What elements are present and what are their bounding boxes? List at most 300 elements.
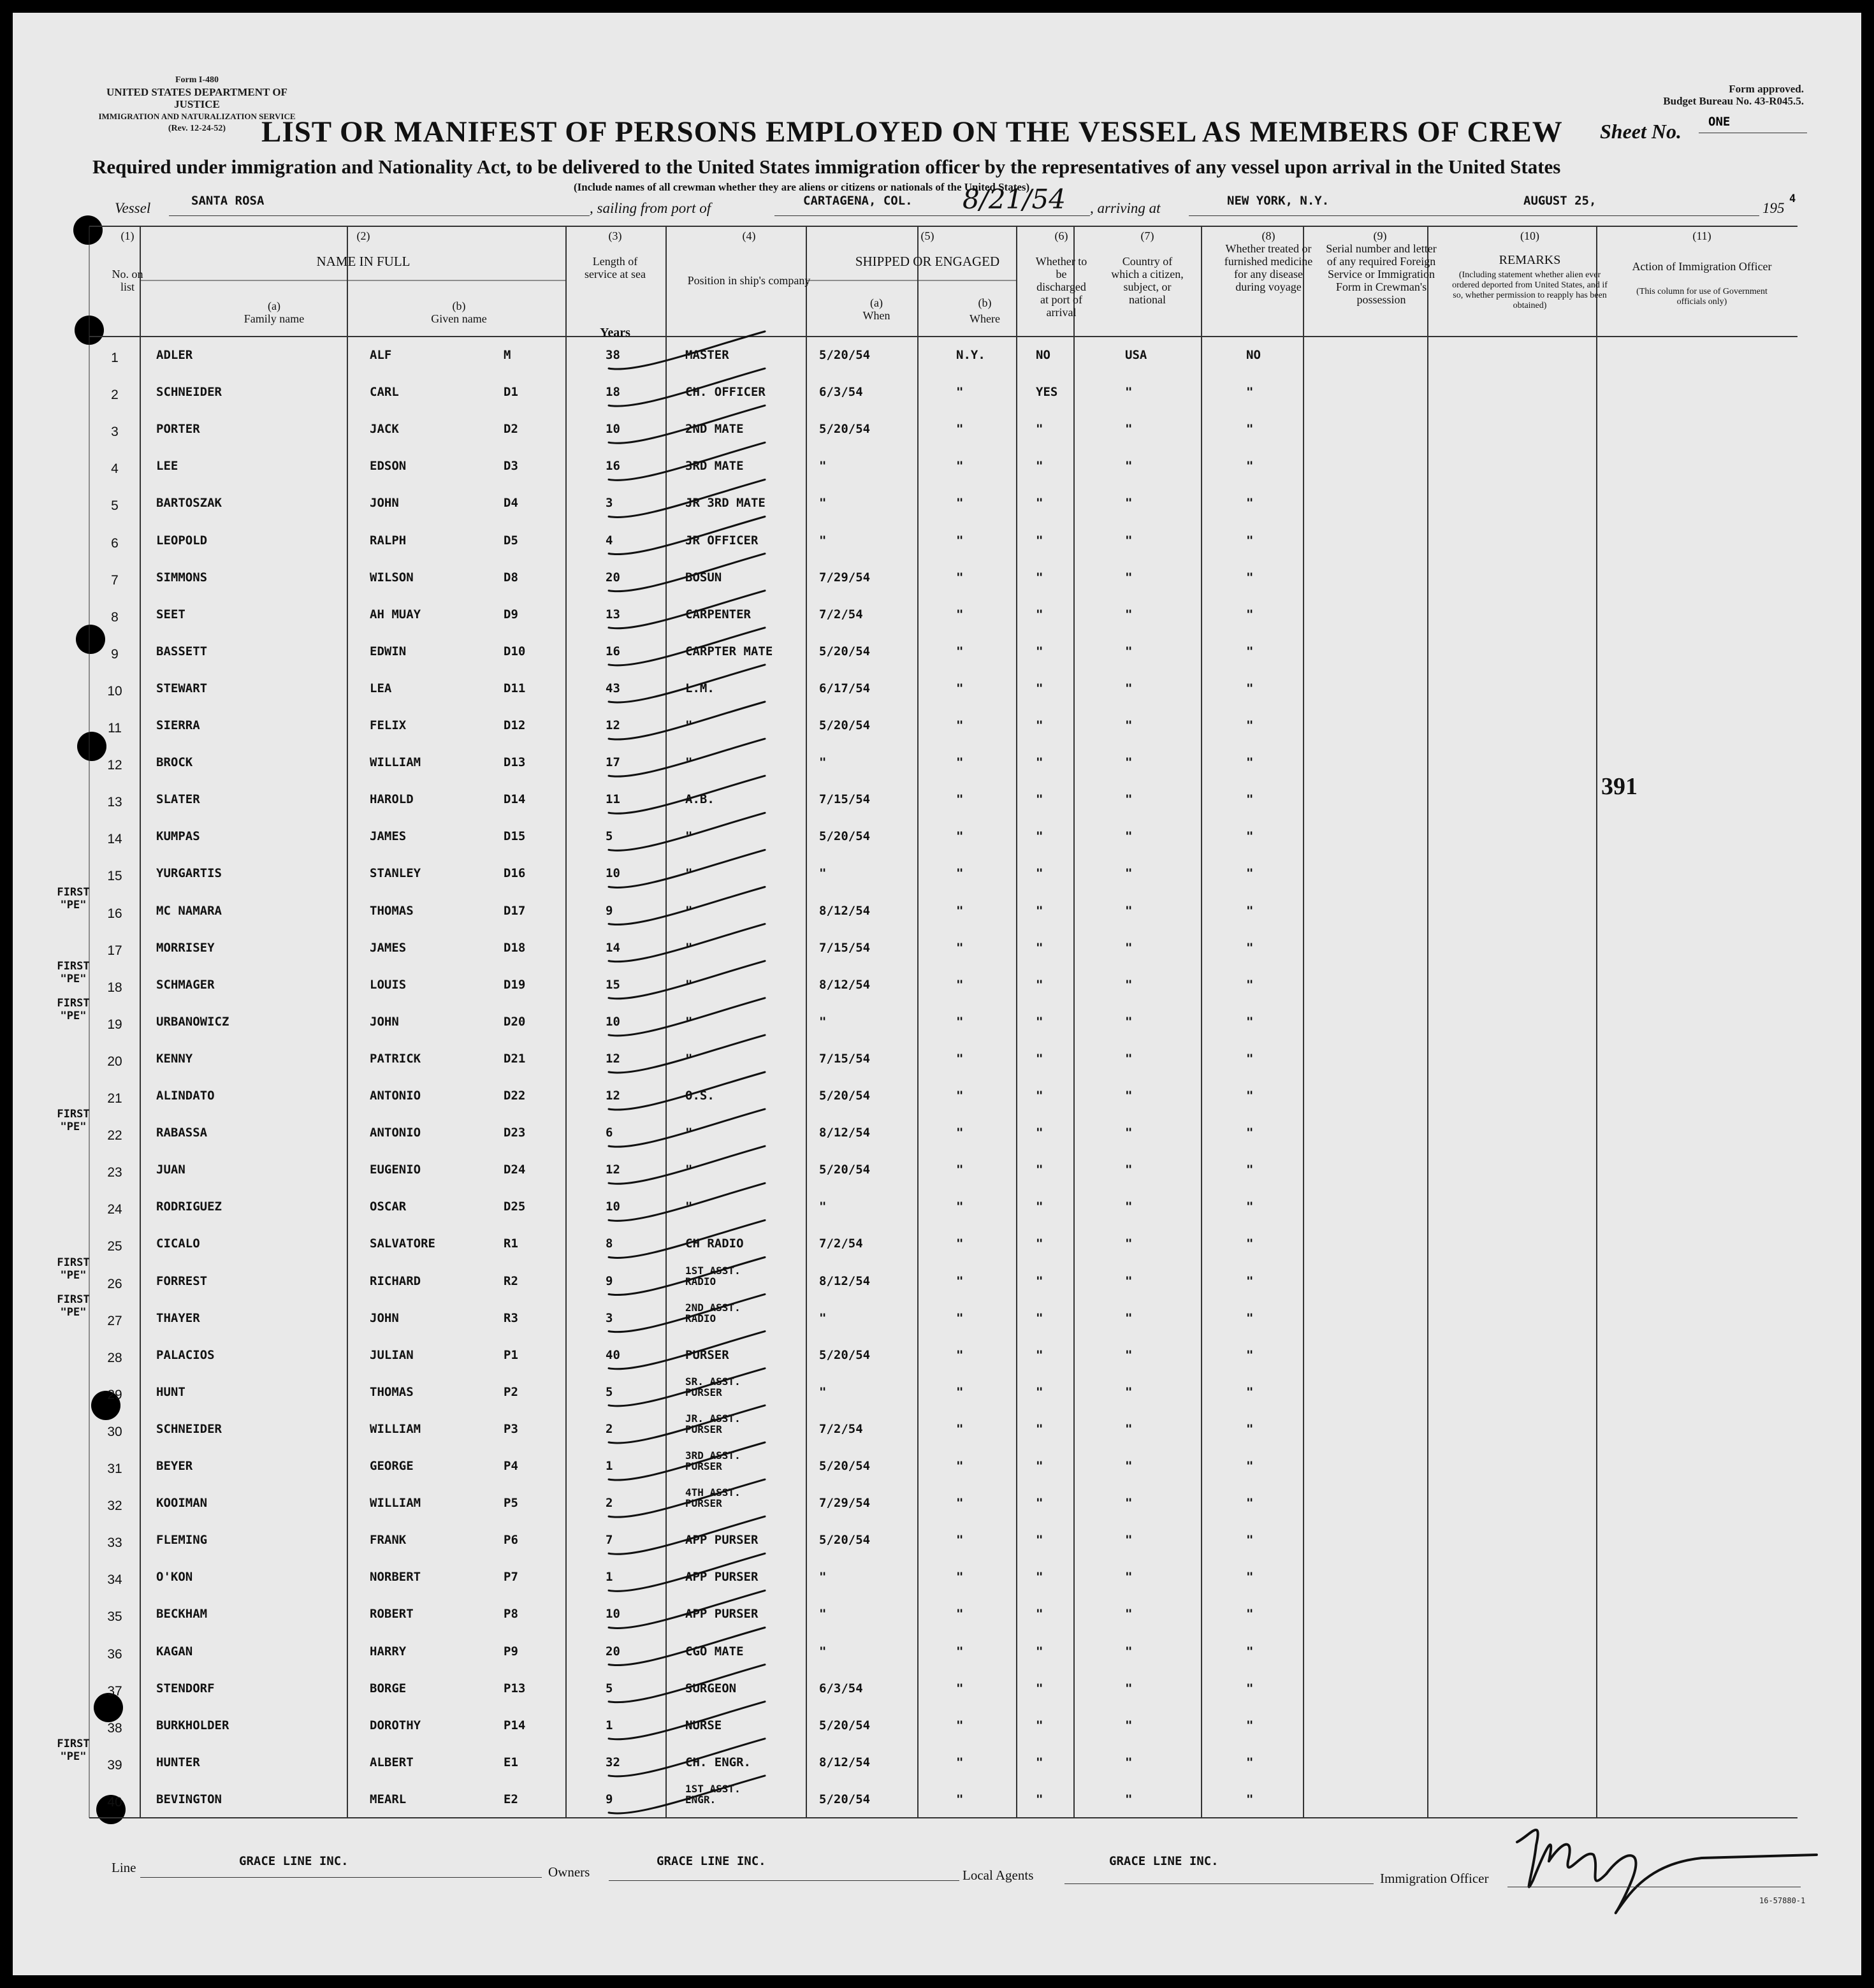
col-5a-number: (a) [870, 296, 883, 309]
years-at-sea: 12 [606, 1089, 620, 1103]
citizenship: " [1125, 1163, 1133, 1177]
treated-flag: " [1246, 1347, 1254, 1362]
family-name: SCHMAGER [156, 977, 215, 992]
family-name: SEET [156, 607, 185, 621]
col-3-number: (3) [608, 229, 622, 242]
shipped-where: " [956, 940, 964, 955]
crew-code: D19 [504, 977, 526, 992]
shipped-where: " [956, 1644, 964, 1658]
departure-port: CARTAGENA, COL. [803, 194, 913, 208]
years-at-sea: 5 [606, 1681, 613, 1695]
crew-code: E2 [504, 1792, 518, 1806]
family-name: KOOIMAN [156, 1496, 208, 1511]
sheet-number: ONE [1708, 115, 1731, 129]
row-number: 12 [107, 758, 122, 773]
ship-position: O.S. [685, 1089, 715, 1103]
page-title: LIST OR MANIFEST OF PERSONS EMPLOYED ON THE VESSEL AS MEMBERS OF CREW [261, 115, 1563, 149]
family-name: SIERRA [156, 718, 200, 732]
crew-code: D24 [504, 1163, 526, 1177]
shipped-when: " [819, 459, 827, 474]
ship-position: " [685, 1014, 693, 1029]
col-2a-number: (a) [268, 300, 280, 312]
crew-code: D21 [504, 1051, 526, 1066]
years-at-sea: 10 [606, 1014, 620, 1029]
family-name: RODRIGUEZ [156, 1200, 222, 1214]
row-number: 6 [111, 535, 119, 551]
crew-code: P13 [504, 1681, 526, 1695]
years-at-sea: 6 [606, 1126, 613, 1140]
first-pe-note: FIRST "PE" [57, 1737, 90, 1763]
citizenship: " [1125, 1681, 1133, 1695]
owners-value: GRACE LINE INC. [657, 1854, 766, 1868]
ship-position: PURSER [685, 1347, 729, 1362]
ship-position: 2ND ASST. RADIO [685, 1301, 741, 1324]
subtitle: Required under immigration and Nationality Act, to be delivered to the United States immigration officer by the representatives of any vessel upon arrival in the United States [92, 156, 1561, 178]
treated-flag: " [1246, 866, 1254, 881]
crew-code: D11 [504, 681, 526, 695]
discharge-flag: " [1036, 755, 1043, 770]
given-name: HARRY [370, 1644, 407, 1658]
years-at-sea: 12 [606, 1163, 620, 1177]
col-8-number: (8) [1261, 229, 1275, 242]
col-2b-number: (b) [452, 300, 466, 312]
family-name: MC NAMARA [156, 903, 222, 918]
family-name: FORREST [156, 1273, 208, 1288]
line-value: GRACE LINE INC. [239, 1854, 349, 1868]
row-number: 8 [111, 609, 119, 625]
crew-code: D20 [504, 1014, 526, 1029]
ship-position: " [685, 755, 693, 770]
treated-flag: " [1246, 1126, 1254, 1140]
treated-flag: " [1246, 681, 1254, 695]
row-number: 37 [107, 1683, 122, 1699]
row-number: 28 [107, 1350, 122, 1365]
citizenship: " [1125, 1421, 1133, 1436]
given-name: LEA [370, 681, 392, 695]
crew-code: P6 [504, 1533, 518, 1548]
family-name: SLATER [156, 792, 200, 807]
year-prefix: 195 [1762, 200, 1785, 216]
years-at-sea: 10 [606, 1607, 620, 1622]
print-code: 16-57880-1 [1759, 1896, 1806, 1905]
shipped-when: " [819, 533, 827, 548]
family-name: PORTER [156, 422, 200, 437]
crew-code: D16 [504, 866, 526, 881]
crew-code: R2 [504, 1273, 518, 1288]
row-number: 35 [107, 1609, 122, 1625]
discharge-flag: " [1036, 1755, 1043, 1769]
given-name: WILLIAM [370, 1421, 421, 1436]
row-number: 22 [107, 1128, 122, 1143]
discharge-flag: " [1036, 1496, 1043, 1511]
shipped-when: 8/12/54 [819, 903, 871, 918]
family-name: BEVINGTON [156, 1792, 222, 1806]
ship-position: APP PURSER [685, 1533, 759, 1548]
treated-flag: " [1246, 422, 1254, 437]
years-at-sea: 14 [606, 940, 620, 955]
row-number: 23 [107, 1165, 122, 1180]
years-at-sea: 3 [606, 496, 613, 511]
discharge-flag: " [1036, 1570, 1043, 1585]
shipped-where: " [956, 1718, 964, 1732]
discharge-flag: NO [1036, 348, 1050, 362]
ship-position: A.B. [685, 792, 715, 807]
row-number: 38 [107, 1720, 122, 1736]
first-pe-note: FIRST "PE" [57, 996, 90, 1022]
crew-code: P5 [504, 1496, 518, 1511]
family-name: BECKHAM [156, 1607, 208, 1622]
given-name: STANLEY [370, 866, 421, 881]
signature-stroke [1517, 1830, 1551, 1887]
years-at-sea: 43 [606, 681, 620, 695]
handwritten-date: 8/21/54 [962, 184, 1066, 215]
treated-flag: " [1246, 644, 1254, 658]
citizenship: " [1125, 1089, 1133, 1103]
family-name: BARTOSZAK [156, 496, 222, 511]
citizenship: " [1125, 422, 1133, 437]
ship-position: " [685, 940, 693, 955]
ship-position: 1ST ASST. RADIO [685, 1264, 741, 1288]
given-name: JOHN [370, 1014, 399, 1029]
shipped-when: " [819, 496, 827, 511]
given-name: THOMAS [370, 1384, 414, 1399]
col-5-number: (5) [920, 229, 934, 242]
discharge-flag: " [1036, 1051, 1043, 1066]
shipped-when: " [819, 866, 827, 881]
shipped-where: " [956, 533, 964, 548]
form-approved: Form approved. [1729, 83, 1804, 95]
years-at-sea: 16 [606, 644, 620, 658]
treated-flag: " [1246, 1273, 1254, 1288]
given-name: WILLIAM [370, 755, 421, 770]
arrival-date: AUGUST 25, [1523, 194, 1597, 208]
discharge-flag: " [1036, 681, 1043, 695]
treated-flag: " [1246, 1163, 1254, 1177]
given-name: GEORGE [370, 1459, 414, 1473]
budget-bureau: Budget Bureau No. 43-R045.5. [1663, 95, 1804, 107]
citizenship: " [1125, 1792, 1133, 1806]
col-11-number: (11) [1692, 229, 1711, 242]
years-at-sea: 1 [606, 1718, 613, 1732]
crew-code: D10 [504, 644, 526, 658]
subtitle-note: (Include names of all crewman whether they are aliens or citizens or nationals of the United States) [574, 181, 1030, 193]
row-number: 9 [111, 646, 119, 662]
shipped-where: " [956, 792, 964, 807]
family-name: MORRISEY [156, 940, 215, 955]
shipped-where: " [956, 1570, 964, 1585]
ship-position: " [685, 866, 693, 881]
given-name: PATRICK [370, 1051, 421, 1066]
discharge-flag: " [1036, 1163, 1043, 1177]
family-name: FLEMING [156, 1533, 208, 1548]
ship-position: SURGEON [685, 1681, 737, 1695]
family-name: KAGAN [156, 1644, 193, 1658]
discharge-flag: " [1036, 1347, 1043, 1362]
given-name: LOUIS [370, 977, 407, 992]
given-name: ALF [370, 348, 392, 362]
given-name: JULIAN [370, 1347, 414, 1362]
col-3-unit: Years [600, 326, 630, 340]
crew-code: D3 [504, 459, 518, 474]
shipped-when: " [819, 1200, 827, 1214]
shipped-where: " [956, 496, 964, 511]
line-label: Line [112, 1860, 136, 1875]
family-name: ALINDATO [156, 1089, 215, 1103]
crew-code: P8 [504, 1607, 518, 1622]
crew-code: E1 [504, 1755, 518, 1769]
discharge-flag: " [1036, 977, 1043, 992]
ship-position: 1ST ASST. ENGR. [685, 1782, 741, 1806]
given-name: FELIX [370, 718, 407, 732]
citizenship: " [1125, 385, 1133, 400]
col-1-number: (1) [120, 229, 134, 242]
treated-flag: " [1246, 1681, 1254, 1695]
treated-flag: " [1246, 755, 1254, 770]
family-name: O'KON [156, 1570, 193, 1585]
citizenship: " [1125, 718, 1133, 732]
citizenship: " [1125, 1496, 1133, 1511]
family-name: HUNT [156, 1384, 185, 1399]
crew-code: D25 [504, 1200, 526, 1214]
crew-code: P1 [504, 1347, 518, 1362]
ship-position: MASTER [685, 348, 729, 362]
citizenship: " [1125, 1607, 1133, 1622]
treated-flag: " [1246, 1755, 1254, 1769]
given-name: RALPH [370, 533, 407, 548]
shipped-when: " [819, 1014, 827, 1029]
years-at-sea: 8 [606, 1237, 613, 1251]
citizenship: " [1125, 1273, 1133, 1288]
row-number: 7 [111, 572, 119, 588]
family-name: THAYER [156, 1310, 200, 1325]
first-pe-note: FIRST "PE" [57, 885, 90, 911]
given-name: SALVATORE [370, 1237, 435, 1251]
row-number: 15 [107, 869, 122, 884]
family-name: SCHNEIDER [156, 385, 222, 400]
stamp-number: 391 [1601, 773, 1638, 800]
shipped-when: 5/20/54 [819, 644, 871, 658]
shipped-where: " [956, 644, 964, 658]
discharge-flag: " [1036, 792, 1043, 807]
given-name: JOHN [370, 496, 399, 511]
crew-code: P14 [504, 1718, 526, 1732]
row-number: 1 [111, 351, 119, 365]
ship-position: CH. ENGR. [685, 1755, 751, 1769]
col-10-label: REMARKS [1499, 253, 1561, 267]
years-at-sea: 13 [606, 607, 620, 621]
col-5b-label: Where [970, 312, 1000, 325]
arriving-label: , arriving at [1090, 200, 1161, 216]
row-number: 34 [107, 1572, 122, 1588]
citizenship: " [1125, 570, 1133, 584]
treated-flag: " [1246, 1384, 1254, 1399]
officer-label: Immigration Officer [1380, 1871, 1489, 1886]
family-name: KENNY [156, 1051, 193, 1066]
col-1-label: No. on list [112, 268, 143, 293]
treated-flag: " [1246, 1570, 1254, 1585]
shipped-when: " [819, 1384, 827, 1399]
given-name: CARL [370, 385, 399, 400]
shipped-when: 8/12/54 [819, 1273, 871, 1288]
years-at-sea: 3 [606, 1310, 613, 1325]
treated-flag: " [1246, 459, 1254, 474]
row-number: 4 [111, 461, 119, 477]
shipped-when: 6/3/54 [819, 1681, 863, 1695]
row-number: 31 [107, 1462, 122, 1476]
first-pe-note: FIRST "PE" [57, 1256, 90, 1282]
family-name: KUMPAS [156, 829, 200, 844]
citizenship: " [1125, 1718, 1133, 1732]
treated-flag: " [1246, 829, 1254, 844]
ship-position: " [685, 903, 693, 918]
citizenship: USA [1125, 348, 1147, 362]
crew-code: P2 [504, 1384, 518, 1399]
given-name: ALBERT [370, 1755, 414, 1769]
treated-flag: " [1246, 792, 1254, 807]
years-at-sea: 10 [606, 1200, 620, 1214]
years-at-sea: 10 [606, 866, 620, 881]
given-name: JAMES [370, 829, 407, 844]
vessel-name: SANTA ROSA [191, 194, 265, 208]
discharge-flag: " [1036, 570, 1043, 584]
given-name: OSCAR [370, 1200, 407, 1214]
shipped-where: " [956, 1051, 964, 1066]
discharge-flag: " [1036, 422, 1043, 437]
given-name: ROBERT [370, 1607, 414, 1622]
shipped-where: " [956, 1014, 964, 1029]
years-at-sea: 9 [606, 1792, 613, 1806]
shipped-when: 5/20/54 [819, 829, 871, 844]
shipped-where: " [956, 1421, 964, 1436]
shipped-where: " [956, 1384, 964, 1399]
crew-code: R3 [504, 1310, 518, 1325]
shipped-where: " [956, 1459, 964, 1473]
family-name: SCHNEIDER [156, 1421, 222, 1436]
col-10-note: (Including statement whether alien ever ordered deported from United States, and if so, whether permission to reapply has been obtained) [1452, 270, 1608, 310]
ship-position: " [685, 1200, 693, 1214]
discharge-flag: " [1036, 903, 1043, 918]
shipped-where: " [956, 866, 964, 881]
row-number: 3 [111, 424, 119, 440]
citizenship: " [1125, 792, 1133, 807]
citizenship: " [1125, 644, 1133, 658]
first-pe-note: FIRST "PE" [57, 1293, 90, 1319]
given-name: EDSON [370, 459, 407, 474]
shipped-when: 5/20/54 [819, 348, 871, 362]
col-9-number: (9) [1373, 229, 1387, 242]
crew-code: D18 [504, 940, 526, 955]
shipped-when: 6/3/54 [819, 385, 863, 400]
years-at-sea: 20 [606, 1644, 620, 1658]
crew-code: P7 [504, 1570, 518, 1585]
year-suffix: 4 [1789, 192, 1796, 205]
citizenship: " [1125, 1459, 1133, 1473]
citizenship: " [1125, 1051, 1133, 1066]
col-11-note: (This column for use of Government officials only) [1636, 287, 1768, 307]
years-at-sea: 4 [606, 533, 613, 548]
years-at-sea: 2 [606, 1421, 613, 1436]
years-at-sea: 32 [606, 1755, 620, 1769]
citizenship: " [1125, 1126, 1133, 1140]
years-at-sea: 1 [606, 1570, 613, 1585]
agents-value: GRACE LINE INC. [1109, 1854, 1219, 1868]
sailing-label: , sailing from port of [590, 200, 711, 216]
family-name: ADLER [156, 348, 193, 362]
shipped-when: 5/20/54 [819, 1459, 871, 1473]
family-name: SIMMONS [156, 570, 208, 584]
agency-name: UNITED STATES DEPARTMENT OF JUSTICE [106, 86, 287, 110]
years-at-sea: 38 [606, 348, 620, 362]
years-at-sea: 7 [606, 1533, 613, 1548]
ship-position: 2ND MATE [685, 422, 744, 437]
discharge-flag: " [1036, 1644, 1043, 1658]
treated-flag: " [1246, 1792, 1254, 1806]
shipped-when: 5/20/54 [819, 1163, 871, 1177]
discharge-flag: " [1036, 1014, 1043, 1029]
crew-code: D4 [504, 496, 518, 511]
discharge-flag: " [1036, 1421, 1043, 1436]
discharge-flag: " [1036, 607, 1043, 621]
given-name: JACK [370, 422, 399, 437]
treated-flag: " [1246, 496, 1254, 511]
manifest-sheet [13, 13, 1861, 1975]
shipped-where: " [956, 903, 964, 918]
treated-flag: " [1246, 1533, 1254, 1548]
years-at-sea: 20 [606, 570, 620, 584]
row-number: 24 [107, 1202, 122, 1217]
discharge-flag: " [1036, 459, 1043, 474]
discharge-flag: " [1036, 1089, 1043, 1103]
row-number: 21 [107, 1091, 122, 1106]
col-5-label: SHIPPED OR ENGAGED [855, 254, 1000, 269]
discharge-flag: " [1036, 866, 1043, 881]
given-name: MEARL [370, 1792, 407, 1806]
row-number: 10 [107, 683, 122, 699]
agents-label: Local Agents [962, 1868, 1034, 1883]
footer-underline [609, 1880, 959, 1881]
shipped-where: " [956, 607, 964, 621]
form-revision: (Rev. 12-24-52) [168, 124, 226, 133]
citizenship: " [1125, 1200, 1133, 1214]
shipped-where: " [956, 385, 964, 400]
treated-flag: " [1246, 1644, 1254, 1658]
citizenship: " [1125, 977, 1133, 992]
shipped-when: " [819, 1644, 827, 1658]
citizenship: " [1125, 755, 1133, 770]
ship-position: CH. OFFICER [685, 385, 766, 400]
discharge-flag: " [1036, 940, 1043, 955]
col-5b-number: (b) [978, 296, 992, 309]
shipped-where: " [956, 1607, 964, 1622]
given-name: EUGENIO [370, 1163, 421, 1177]
shipped-when: 5/20/54 [819, 1718, 871, 1732]
shipped-when: 7/15/54 [819, 1051, 871, 1066]
shipped-when: 7/15/54 [819, 940, 871, 955]
given-name: ANTONIO [370, 1089, 421, 1103]
shipped-where: " [956, 1496, 964, 1511]
shipped-when: " [819, 755, 827, 770]
citizenship: " [1125, 1755, 1133, 1769]
discharge-flag: " [1036, 533, 1043, 548]
family-name: STEWART [156, 681, 208, 695]
family-name: RABASSA [156, 1126, 208, 1140]
footer-underline [140, 1877, 542, 1878]
row-number: 39 [107, 1757, 122, 1773]
form-number: Form I-480 [175, 75, 219, 85]
row-number: 40 [107, 1794, 122, 1810]
family-name: LEE [156, 459, 178, 474]
given-name: BORGE [370, 1681, 407, 1695]
